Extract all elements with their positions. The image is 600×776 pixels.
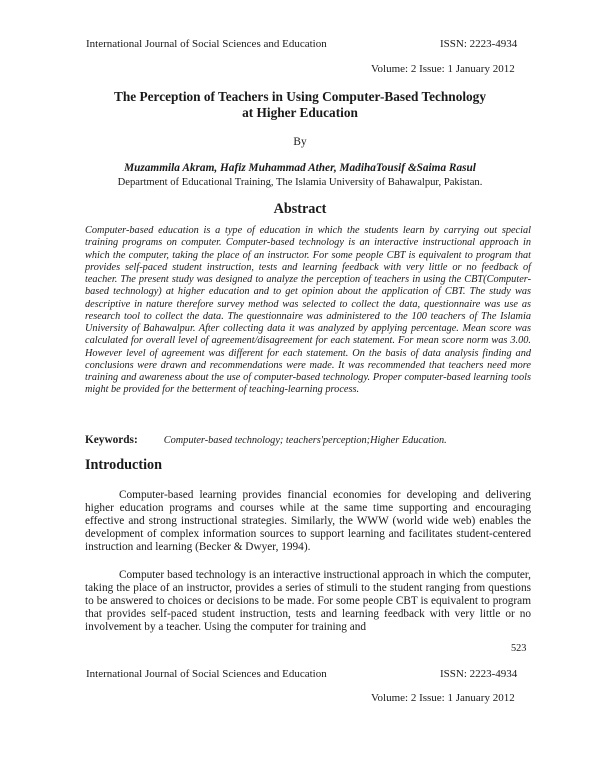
keywords-text: Computer-based technology; teachers'perception;Higher Education. bbox=[163, 435, 447, 446]
issn: ISSN: 2223-4934 bbox=[440, 38, 518, 50]
page-number: 523 bbox=[511, 643, 527, 654]
page2-issn: ISSN: 2223-4934 bbox=[440, 668, 518, 680]
paper-title bbox=[60, 89, 540, 121]
introduction-paragraph-1: Computer-based learning provides financial economies for developing and delivering higher education programs and courses while at the same time supporting and encouraging effective and strong instructional strategies. Similarly, the WWW (world wide web) enables the development of complex information sources to support learning and facilitates student-centered instruction and learning (Becker & Dwyer, 1994). bbox=[85, 489, 531, 554]
abstract-heading: Abstract bbox=[273, 201, 327, 217]
introduction-heading: Introduction bbox=[85, 457, 162, 473]
paper-title-line-2: at Higher Education bbox=[242, 105, 358, 120]
authors: Muzammila Akram, Hafiz Muhammad Ather, MadihaTousif &Saima Rasul bbox=[124, 162, 476, 174]
keywords bbox=[85, 430, 447, 448]
by-label: By bbox=[293, 136, 307, 148]
introduction-paragraph-2: Computer based technology is an interactive instructional approach in which the computer, taking the place of an instructor, provides a series of stimuli to the student ranging from questions to be answered to choices or decisions to be made. For some people CBT is equivalent to program that provides self-paced student instruction, tests and learning feedback with very little or no involvement by a teacher. Using the computer for training and bbox=[85, 569, 531, 634]
paper-title-line-1: The Perception of Teachers in Using Computer-Based Technology bbox=[114, 89, 486, 104]
volume-issue: Volume: 2 Issue: 1 January 2012 bbox=[371, 63, 515, 75]
page2-journal-name: International Journal of Social Sciences and Education bbox=[86, 668, 327, 680]
abstract-text: Computer-based education is a type of education in which the students learn by carrying out special training programs on computer. Computer-based technology is an interactive instructional approach in which the computer, taking the place of an instructor. For some people CBT is equivalent to program that provides self-paced student instruction, tests and learning feedback with very little or no feedback of teacher. The present study was designed to analyze the perception of teachers in using the CBT(Computer-based technology) at higher education and to get opinion about the application of CBT. The study was descriptive in nature therefore survey method was selected to collect the data, questionnaire was use as research tool to collect the data. The questionnaire was administered to the 100 teachers of The Islamia University of Bahawalpur. After collecting data it was analyzed by applying percentage. Mean score was calculated for overall level of agreement/disagreement for each statement. For mean score norm was 3.00. However level of agreement was different for each statement. On the basis of data analysis finding and conclusions were drawn and recommendations were made. It was recommended that teachers need more training and awareness about the use of computer-based technology. Proper computer-based learning tools might be provided for the betterment of teaching-learning process. bbox=[85, 225, 531, 396]
page2-volume-issue: Volume: 2 Issue: 1 January 2012 bbox=[371, 692, 515, 704]
keywords-label: Keywords: bbox=[85, 434, 138, 446]
affiliation: Department of Educational Training, The Islamia University of Bahawalpur, Pakistan. bbox=[117, 177, 483, 188]
journal-name: International Journal of Social Sciences and Education bbox=[86, 38, 327, 50]
